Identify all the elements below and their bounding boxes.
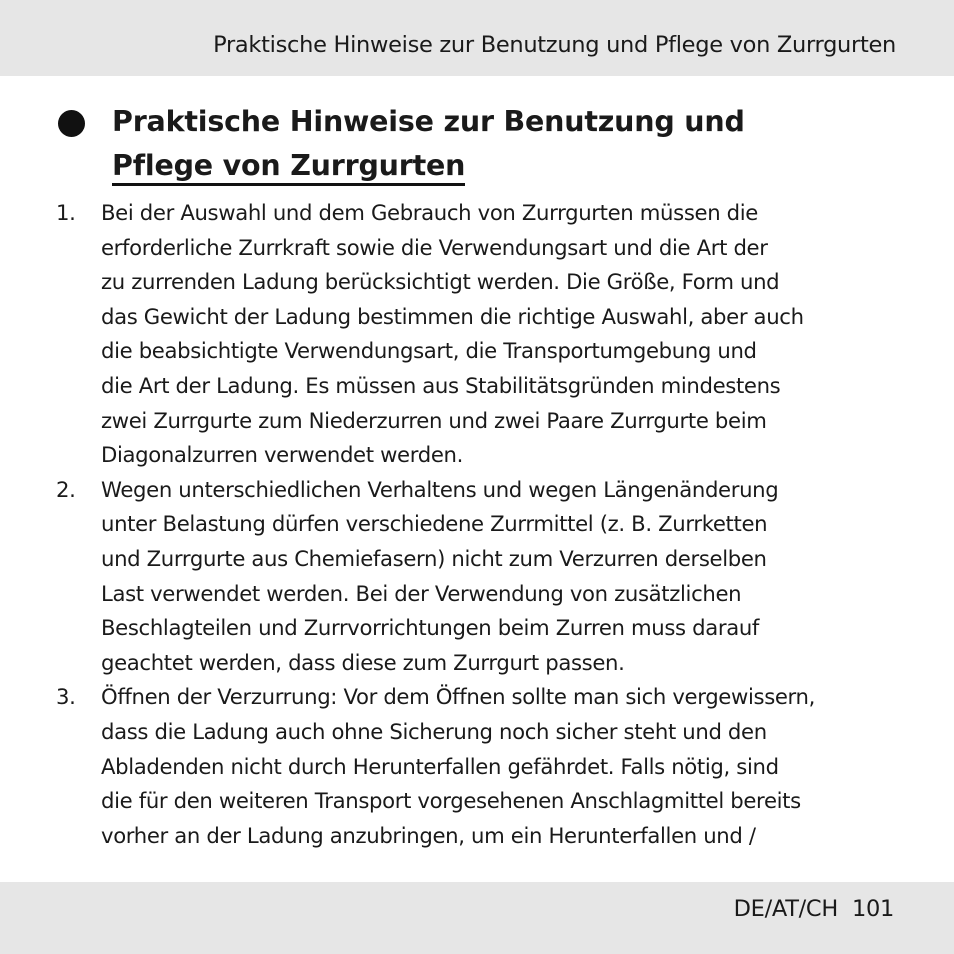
list-item xyxy=(56,680,906,853)
list-item-number: 1. xyxy=(56,200,76,225)
list-item-line: Diagonalzurren verwendet werden. xyxy=(101,442,463,468)
list-item-line: die für den weiteren Transport vorgesehenen Anschlagmittel bereits xyxy=(101,788,801,814)
list-item xyxy=(56,196,906,473)
section-title-line-2-wrapper xyxy=(112,144,745,188)
list-item-number: 3. xyxy=(56,684,76,710)
list-item-line: dass die Ladung auch ohne Sicherung noch sicher steht und den xyxy=(101,718,767,744)
list-item-line: Öffnen der Verzurrung: Vor dem Öffnen sollte man sich vergewissern, xyxy=(101,684,816,710)
list-item-number: 2. xyxy=(56,476,76,502)
list-item-line: Abladenden nicht durch Herunterfallen gefährdet. Falls nötig, sind xyxy=(101,753,779,779)
list-item-line: vorher an der Ladung anzubringen, um ein Herunterfallen und / xyxy=(101,822,756,848)
footer-region: DE/AT/CH xyxy=(733,896,838,922)
list-item-line: und Zurrgurte aus Chemiefasern) nicht zum Verzurren derselben xyxy=(101,545,767,571)
list-item-line: Bei der Auswahl und dem Gebrauch von Zurrgurten müssen die xyxy=(101,200,758,225)
section-title-line-1: Praktische Hinweise zur Benutzung und xyxy=(112,105,745,138)
list-item xyxy=(56,473,906,681)
page-number: 101 xyxy=(851,896,894,922)
running-header: Praktische Hinweise zur Benutzung und Pflege von Zurrgurten xyxy=(213,32,896,58)
list-item-line: Wegen unterschiedlichen Verhaltens und wegen Längenänderung xyxy=(101,476,779,502)
section-title xyxy=(112,100,745,188)
list-item-line: das Gewicht der Ladung bestimmen die richtige Auswahl, aber auch xyxy=(101,303,804,329)
list-item-line: Last verwendet werden. Bei der Verwendung von zusätzlichen xyxy=(101,580,742,606)
list-item-line: zwei Zurrgurte zum Niederzurren und zwei Paare Zurrgurte beim xyxy=(101,407,767,433)
list-item-line: erforderliche Zurrkraft sowie die Verwendungsart und die Art der xyxy=(101,234,768,260)
list-item-line: geachtet werden, dass diese zum Zurrgurt passen. xyxy=(101,649,625,675)
list-item-line: die Art der Ladung. Es müssen aus Stabilitätsgründen mindestens xyxy=(101,372,781,398)
list-item-line: die beabsichtigte Verwendungsart, die Transportumgebung und xyxy=(101,338,757,364)
page-footer xyxy=(734,894,894,924)
list-item-line: Beschlagteilen und Zurrvorrichtungen beim Zurren muss darauf xyxy=(101,615,760,641)
list-item-line: zu zurrenden Ladung berücksichtigt werden. Die Größe, Form und xyxy=(101,269,780,295)
section-title-line-2: Pflege von Zurrgurten xyxy=(112,149,465,186)
bullet-dot-icon xyxy=(58,110,85,137)
list-item-line: unter Belastung dürfen verschiedene Zurrmittel (z. B. Zurrketten xyxy=(101,511,768,537)
instruction-list xyxy=(56,196,906,853)
